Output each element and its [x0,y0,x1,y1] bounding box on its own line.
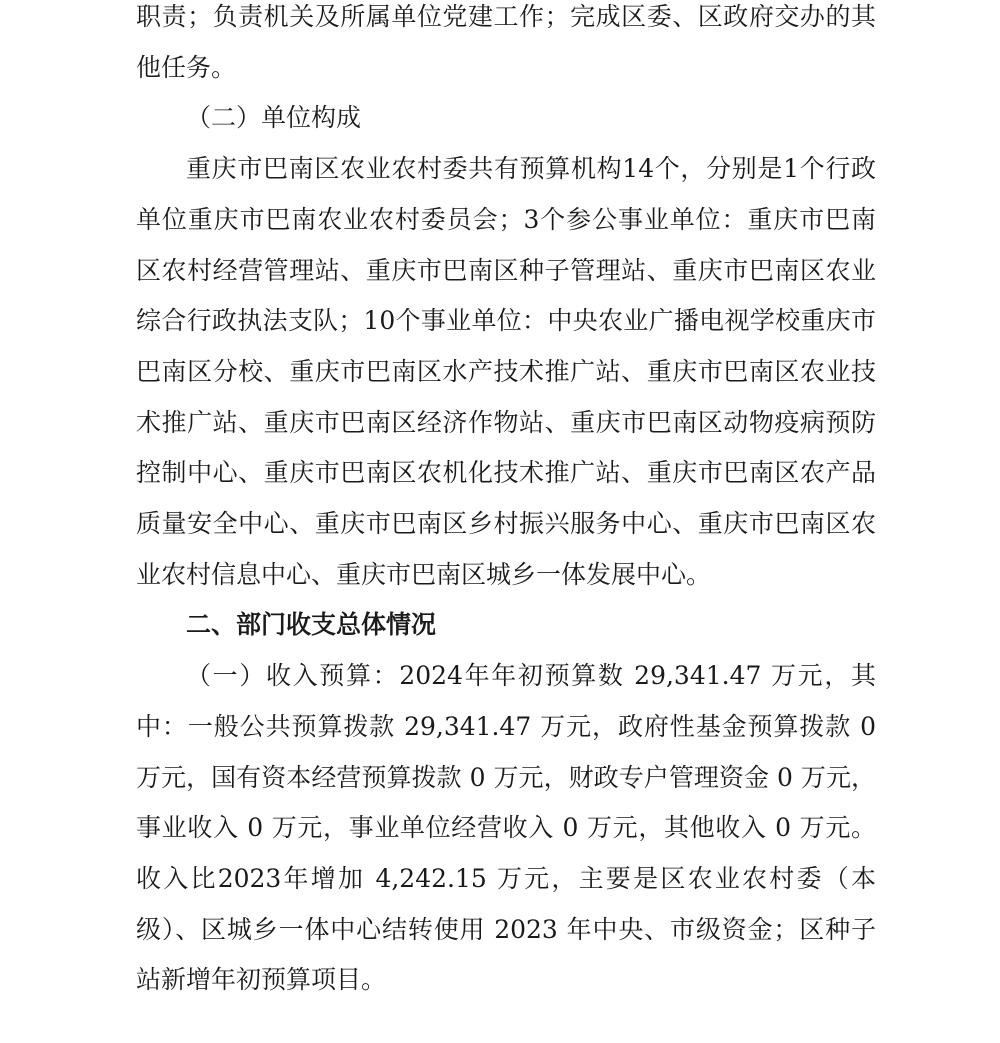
income-budget-paragraph: （一）收入预算：2024年年初预算数 29,341.47 万元，其中：一般公共预算拨款 29,341.47 万元，政府性基金预算拨款 0 万元，国有资本经营预算拨款 0 万元，财政专户管理资金 0 万元，事业收入 0 万元，事业单位经营收入 0 万元，其他收入 0 万元。收入比2023年增加 4,242.15 万元，主要是区农业农村委（本级）、区城乡一体中心结转使用 2023 年中央、市级资金；区种子站新增年初预算项目。 [136,661,876,995]
section-two-heading: 二、部门收支总体情况 [186,610,437,640]
paragraph-continuation: 职责；负责机关及所属单位党建工作；完成区委、区政府交办的其他任务。 [136,2,876,82]
section-unit-heading: （二）单位构成 [186,103,362,133]
unit-composition-paragraph: 重庆市巴南区农业农村委共有预算机构14个，分别是1个行政单位重庆市巴南农业农村委员会；3个参公事业单位：重庆市巴南区农村经营管理站、重庆市巴南区种子管理站、重庆市巴南区农业综合行政执法支队；10个事业单位：中央农业广播电视学校重庆市巴南区分校、重庆市巴南区水产技术推广站、重庆市巴南区农业技术推广站、重庆市巴南区经济作物站、重庆市巴南区动物疫病预防控制中心、重庆市巴南区农机化技术推广站、重庆市巴南区农产品质量安全中心、重庆市巴南区乡村振兴服务中心、重庆市巴南区农业农村信息中心、重庆市巴南区城乡一体发展中心。 [136,154,876,589]
document-page [136,0,876,1006]
